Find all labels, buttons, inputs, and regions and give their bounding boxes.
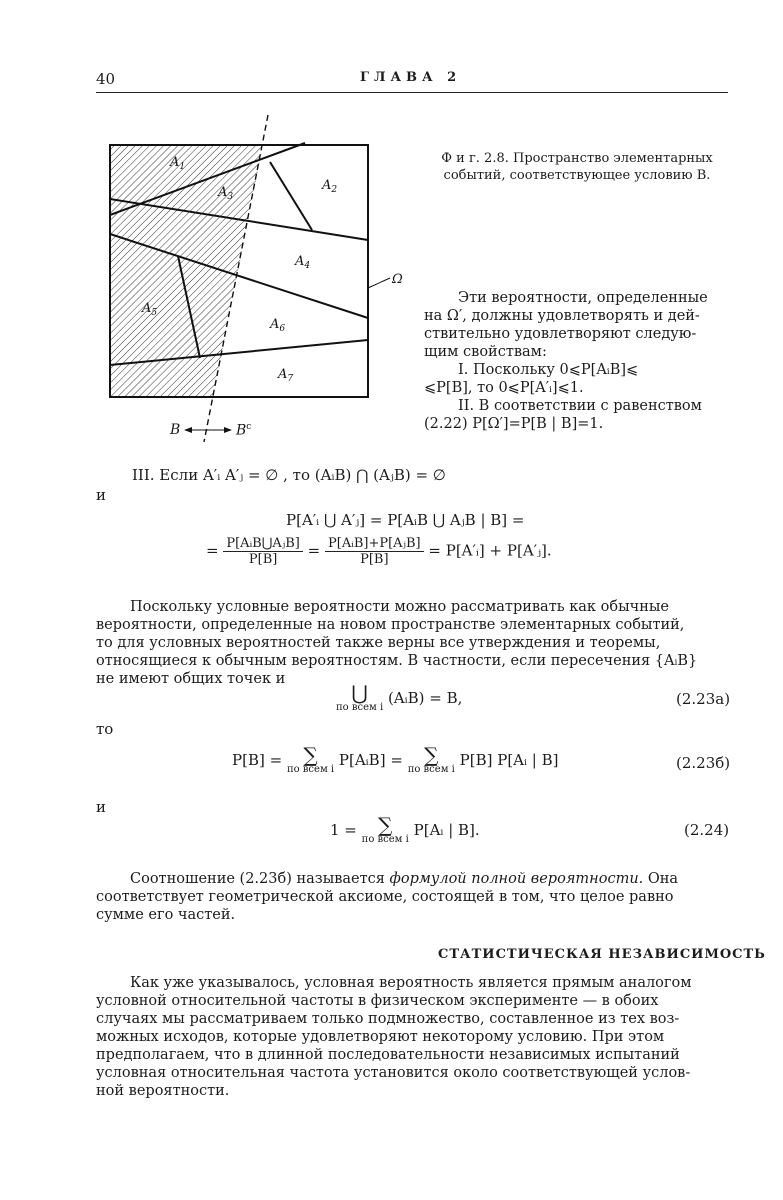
then-word: то bbox=[96, 720, 114, 738]
equation-2-23b: P[B] = ∑ по всем i P[AᵢB] = ∑ по всем i P[B] P[Aᵢ | B] bbox=[232, 743, 559, 775]
equation-2-24: 1 = ∑ по всем i P[Aᵢ | B]. bbox=[330, 813, 480, 845]
figure-caption: Ф и г. 2.8. Пространство элементарных событий, соответствующее условию B. bbox=[441, 151, 713, 183]
svg-text:A2: $A_2$ bbox=[322, 178, 338, 195]
b-label: B bbox=[170, 422, 181, 438]
header-rule bbox=[96, 92, 728, 93]
omega-label: Ω bbox=[392, 272, 403, 287]
side-text: Эти вероятности, определенные на Ω′, должны удовлетворять и дей- ствительно удовлетворяют следую- щим свойствам: I. Поскольку 0⩽P[AᵢB]⩽ ⩽P[B], то 0⩽P[A′ᵢ]⩽1. II. В соответствии с равенством (2.22) P[Ω′]=P[B | B]=1. bbox=[424, 290, 708, 432]
chapter-title: ГЛАВА 2 bbox=[360, 70, 462, 85]
and-word-1: и bbox=[96, 486, 106, 504]
and-word-2: и bbox=[96, 798, 106, 816]
fraction-2: $\frac{\text{P[AᵢB]+P[AⱼB]}}{P[B]}$ bbox=[325, 536, 424, 567]
equation-2-23a: ⋃ по всем i (AᵢB) = B, bbox=[336, 681, 463, 713]
equation-number-2-24: (2.24) bbox=[684, 821, 730, 839]
property-three: III. Если A′ᵢ A′ⱼ = ∅ , то (AᵢB) ⋂ (AⱼB) = ∅ bbox=[132, 466, 446, 484]
figure-2-8 bbox=[100, 110, 420, 450]
equation-number-2-23b: (2.23б) bbox=[676, 754, 731, 772]
svg-text:A1: $A_1$ bbox=[170, 155, 186, 172]
svg-text:A3: $A_3$ bbox=[218, 185, 234, 202]
paragraph-2: Соотношение (2.23б) называется формулой полной вероятности. Она соответствует геометрической аксиоме, состоящей в том, что целое равно сумме его частей. bbox=[96, 871, 679, 923]
svg-text:A4: $A_4$ bbox=[295, 254, 311, 271]
equation-number-2-23a: (2.23а) bbox=[676, 690, 731, 708]
svg-text:A5: $A_5$ bbox=[142, 301, 158, 318]
paragraph-1: Поскольку условные вероятности можно рассматривать как обычные вероятности, определенные на новом пространстве элементарных событий, то для условных вероятностей также верны все утверждения и теоремы, относящиеся к обычным вероятностям. В частности, если пересечения {AᵢB} не имеют общих точек и bbox=[96, 599, 698, 687]
bc-label: $B^c$ bbox=[236, 422, 252, 439]
svg-text:A7: $A_7$ bbox=[278, 367, 294, 384]
section-title: СТАТИСТИЧЕСКАЯ НЕЗАВИСИМОСТЬ bbox=[438, 947, 766, 962]
svg-text:A6: $A_6$ bbox=[270, 317, 286, 334]
union-equation-line1: P[A′ᵢ ⋃ A′ⱼ] = P[AᵢB ⋃ AⱼB | B] = bbox=[286, 511, 525, 529]
page-number: 40 bbox=[96, 70, 116, 88]
union-equation-line2: = $\frac{\text{P[AᵢB⋃AⱼB]}}{P[B]}$ = $\frac{\text{P[AᵢB]+P[AⱼB]}}{P[B]}$ = P[A′ᵢ] + P[A′ⱼ]. bbox=[206, 536, 552, 567]
paragraph-3: Как уже указывалось, условная вероятность является прямым аналогом условной относительной частоты в физическом эксперименте — в обоих случаях мы рассматриваем только подмножество, составленное из тех воз- можных исходов, которые удовлетворяют некоторому условию. При этом предполагаем, что в длинной последовательности независимых испытаний условная относительная частота установится около соответствующей услов- ной вероятности. bbox=[96, 975, 692, 1099]
fraction-1: $\frac{\text{P[AᵢB⋃AⱼB]}}{P[B]}$ bbox=[223, 536, 303, 567]
